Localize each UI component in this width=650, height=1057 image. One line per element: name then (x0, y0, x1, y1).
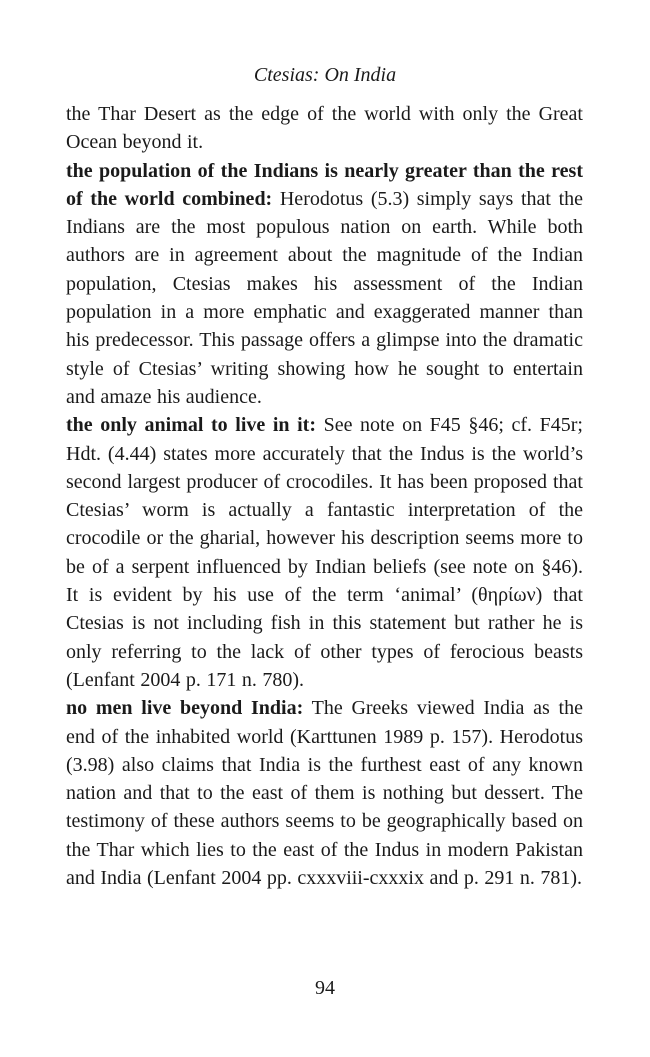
commentary-text: The Greeks viewed India as the end of the inhabited world (Karttunen 1989 p. 157). Herodotus (3.98) also claims that India is the furthest east of any known nation and that to the east of them is nothing but dessert. The testimony of these authors seems to be geographically based on the Thar which lies to the east of the Indus in modern Pakistan and India (Lenfant 2004 pp. cxxxviii-cxxxix and p. 291 n. 781). (66, 697, 583, 890)
commentary-text: Herodotus (5.3) simply says that the Indians are the most populous nation on earth. While both authors are in agreement about the magnitude of the Indian population, Ctesias makes his assessment of the Indian population in a more emphatic and exaggerated manner than his predecessor. This passage offers a glimpse into the dramatic style of Ctesias’ writing showing how he sought to entertain and amaze his audience. (66, 187, 583, 408)
lemma-heading: the only animal to live in it: (66, 414, 316, 437)
page-number: 94 (315, 977, 335, 999)
lemma-heading: no men live beyond India: (66, 697, 304, 720)
commentary-entry-only-animal (66, 411, 583, 694)
paragraph-continuation (66, 100, 583, 157)
paragraph-text: the Thar Desert as the edge of the world with only the Great Ocean beyond it. (66, 103, 583, 154)
lemma-heading: the population of the Indians is nearly greater than the rest of the world combined: (66, 159, 583, 210)
body-text (66, 100, 583, 892)
commentary-text: See note on F45 §46; cf. F45r; Hdt. (4.44) states more accurately that the Indus is the world’s second largest producer of crocodiles. It has been proposed that Ctesias’ worm is actually a fantastic interpretation of the crocodile or the gharial, however his description seems more to be of a serpent influenced by Indian beliefs (see note on §46). It is evident by his use of the term ‘animal’ (θηρίων) that Ctesias is not including fish in this statement but rather he is only referring to the lack of other types of ferocious beasts (Lenfant 2004 p. 171 n. 780). (66, 414, 583, 691)
commentary-entry-no-men (66, 694, 583, 892)
commentary-entry-population (66, 157, 583, 412)
running-header-title: Ctesias: On India (253, 64, 397, 86)
